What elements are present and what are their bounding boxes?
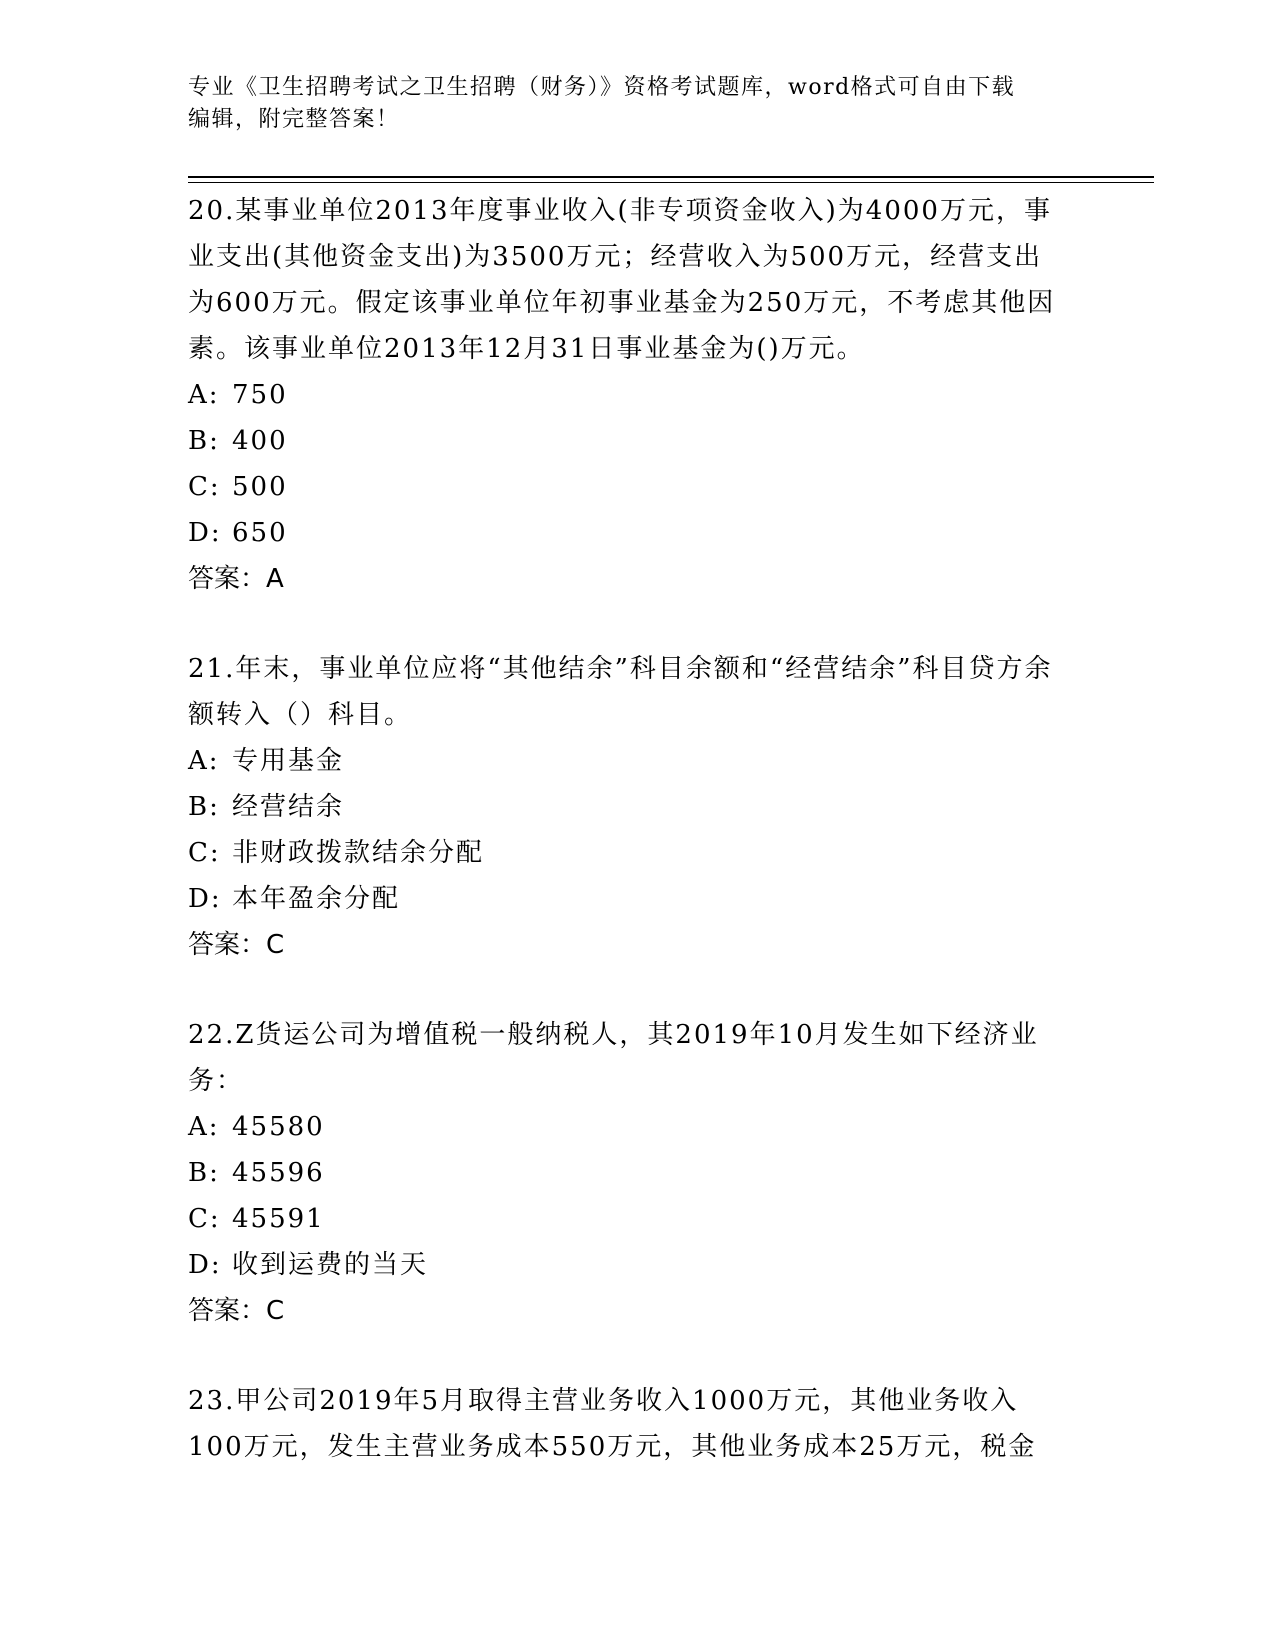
option-key: D: <box>188 518 222 548</box>
header-line-2: 编辑，附完整答案！ <box>188 107 400 132</box>
question-stem: 21.年末，事业单位应将“其他结余”科目余额和“经营结余”科目贷方余额转入（）科目。 <box>188 654 1053 730</box>
option-text: 非财政拨款结余分配 <box>232 838 485 868</box>
option-b <box>188 1150 1088 1196</box>
option-c <box>188 830 1088 876</box>
question-spacer <box>188 968 1088 1012</box>
question-stem: 22.Z货运公司为增值税一般纳税人，其2019年10月发生如下经济业务： <box>188 1020 1039 1096</box>
option-text: 经营结余 <box>232 792 345 822</box>
option-a <box>188 738 1088 784</box>
option-key: D: <box>188 884 222 914</box>
header-divider-thick <box>188 176 1154 178</box>
option-d <box>188 1242 1088 1288</box>
option-text: 45591 <box>232 1204 325 1234</box>
option-d <box>188 876 1088 922</box>
option-c <box>188 1196 1088 1242</box>
option-text: 500 <box>232 472 288 502</box>
question-spacer <box>188 602 1088 646</box>
question-23 <box>188 1378 1088 1470</box>
question-stem: 23.甲公司2019年5月取得主营业务收入1000万元，其他业务收入100万元，发生主营业务成本550万元，其他业务成本25万元，税金 <box>188 1386 1037 1462</box>
option-key: C: <box>188 1204 221 1234</box>
option-d <box>188 510 1088 556</box>
option-b <box>188 784 1088 830</box>
option-text: 收到运费的当天 <box>232 1250 429 1280</box>
option-text: 专用基金 <box>232 746 345 776</box>
question-spacer <box>188 1334 1088 1378</box>
question-22 <box>188 1012 1088 1334</box>
option-text: 本年盈余分配 <box>232 884 401 914</box>
header-line-1: 专业《卫生招聘考试之卫生招聘（财务）》资格考试题库，word格式可自由下载 <box>188 75 1016 100</box>
option-key: A: <box>188 380 220 410</box>
option-b <box>188 418 1088 464</box>
option-text: 750 <box>232 380 288 410</box>
question-list <box>188 188 1088 1470</box>
question-21 <box>188 646 1088 968</box>
answer-line: 答案：C <box>188 930 285 960</box>
question-stem: 20.某事业单位2013年度事业收入(非专项资金收入)为4000万元，事业支出(其他资金支出)为3500万元；经营收入为500万元，经营支出为600万元。假定该事业单位年初事业基金为250万元，不考虑其他因素。该事业单位2013年12月31日事业基金为()万元。 <box>188 196 1056 364</box>
option-key: A: <box>188 1112 220 1142</box>
option-key: B: <box>188 1158 220 1188</box>
option-key: B: <box>188 426 220 456</box>
option-a <box>188 1104 1088 1150</box>
option-text: 45580 <box>232 1112 325 1142</box>
header-divider-thin <box>188 182 1154 183</box>
option-a <box>188 372 1088 418</box>
document-header <box>188 72 1068 136</box>
option-key: C: <box>188 838 221 868</box>
question-20 <box>188 188 1088 602</box>
answer-line: 答案：A <box>188 564 284 594</box>
option-c <box>188 464 1088 510</box>
answer-line: 答案：C <box>188 1296 285 1326</box>
option-key: A: <box>188 746 220 776</box>
option-key: B: <box>188 792 220 822</box>
option-text: 45596 <box>232 1158 325 1188</box>
option-text: 400 <box>232 426 288 456</box>
option-text: 650 <box>232 518 288 548</box>
option-key: D: <box>188 1250 222 1280</box>
option-key: C: <box>188 472 221 502</box>
